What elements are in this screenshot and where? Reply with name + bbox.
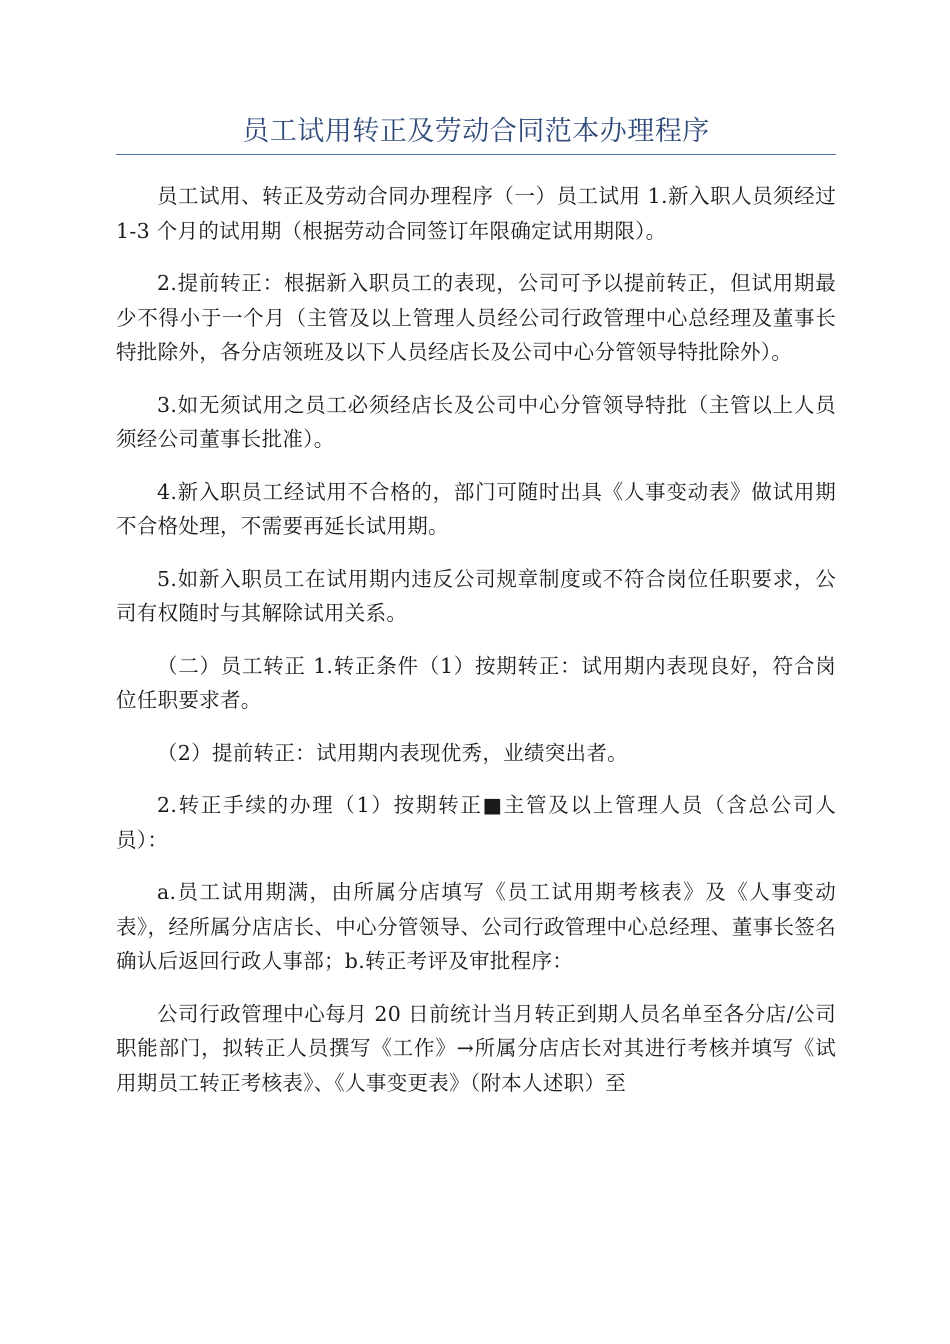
document-body [116, 179, 836, 1100]
paragraph-early-confirmation: 2.提前转正：根据新入职员工的表现，公司可予以提前转正，但试用期最少不得小于一个月（主管及以上管理人员经公司行政管理中心总经理及董事长特批除外，各分店领班及以下人员经店长及公司中心分管领导特批除外）。 [116, 271, 836, 364]
title-underline [116, 154, 836, 155]
paragraph-trial-period: 员工试用、转正及劳动合同办理程序（一）员工试用 1.新入职人员须经过 1-3 个月的试用期（根据劳动合同签订年限确定试用期限）。 [116, 184, 836, 243]
paragraph-confirmation-conditions: （二）员工转正 1.转正条件（1）按期转正：试用期内表现良好，符合岗位任职要求者。 [116, 653, 836, 712]
paragraph-monthly-review: 公司行政管理中心每月 20 日前统计当月转正到期人员名单至各分店/公司职能部门，拟转正人员撰写《工作》→所属分店店长对其进行考核并填写《试用期员工转正考核表》、《人事变更表》（附本人述职）至 [116, 1001, 836, 1095]
document-title: 员工试用转正及劳动合同范本办理程序 [242, 116, 710, 147]
paragraph-procedure-step-a: a.员工试用期满，由所属分店填写《员工试用期考核表》及《人事变动表》，经所属分店店长、中心分管领导、公司行政管理中心总经理、董事长签名确认后返回行政人事部；b.转正考评及审批程序： [116, 880, 836, 973]
paragraph-early-confirmation-condition: （2）提前转正：试用期内表现优秀，业绩突出者。 [157, 740, 628, 765]
paragraph-rule-violation: 5.如新入职员工在试用期内违反公司规章制度或不符合岗位任职要求，公司有权随时与其解除试用关系。 [116, 566, 836, 625]
document-page [116, 0, 836, 1118]
paragraph-confirmation-procedure: 2.转正手续的办理（1）按期转正■主管及以上管理人员（含总公司人员）： [116, 793, 836, 852]
paragraph-no-trial: 3.如无须试用之员工必须经店长及公司中心分管领导特批（主管以上人员须经公司董事长批准）。 [116, 392, 836, 451]
paragraph-trial-failure: 4.新入职员工经试用不合格的，部门可随时出具《人事变动表》做试用期不合格处理，不需要再延长试用期。 [116, 479, 836, 538]
